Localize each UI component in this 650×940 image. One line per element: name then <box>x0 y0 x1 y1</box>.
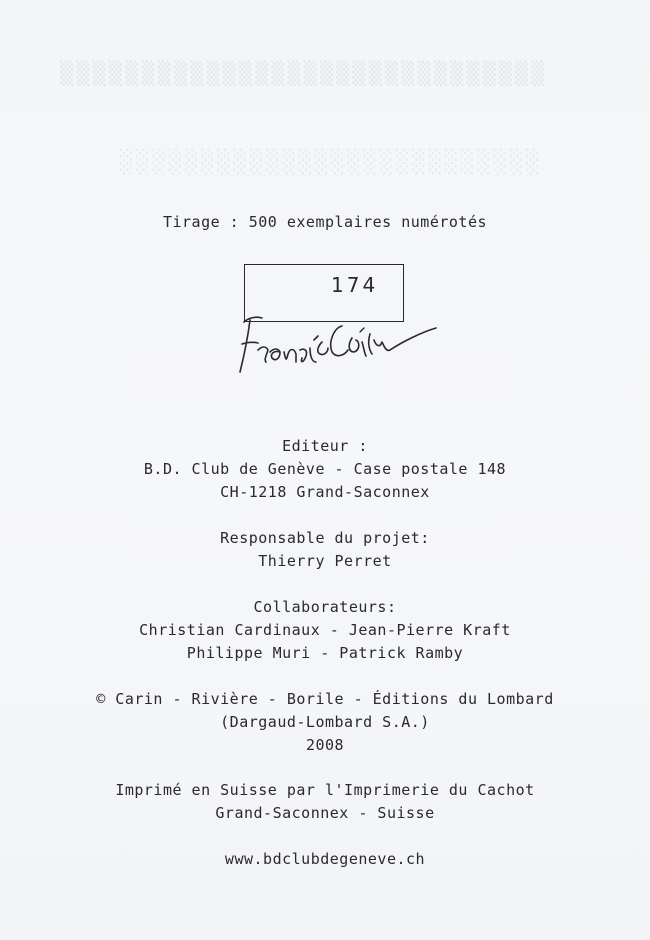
project-manager-name: Thierry Perret <box>258 552 392 570</box>
publisher-address: B.D. Club de Genève - Case postale 148 <box>143 460 507 478</box>
copyright-line: © Carin - Rivière - Borile - Éditions du Lombard <box>96 690 554 708</box>
copyright-year: 2008 <box>305 736 345 754</box>
collaborators-line-2: Philippe Muri - Patrick Ramby <box>186 644 464 662</box>
copyright-company: (Dargaud-Lombard S.A.) <box>220 713 430 731</box>
printer-location: Grand-Saconnex - Suisse <box>215 804 435 822</box>
project-manager-heading: Responsable du projet: <box>220 529 430 547</box>
collaborators-line-1: Christian Cardinaux - Jean-Pierre Kraft <box>139 621 511 639</box>
author-signature <box>236 312 441 382</box>
printer-statement: Imprimé en Suisse par l'Imprimerie du Cachot <box>115 781 535 799</box>
show-through-texture: ░░░░░░░░░░░░░░░░░░░░░░░░░░ <box>120 150 543 175</box>
show-through-texture: ▒▒▒▒▒▒▒▒▒▒▒▒▒▒▒▒▒▒▒▒▒▒▒▒▒▒▒▒▒▒ <box>60 62 548 87</box>
copy-number: 174 <box>331 273 379 297</box>
publisher-postal-code: CH-1218 Grand-Saconnex <box>220 483 430 501</box>
collaborators-heading: Collaborateurs: <box>253 598 397 616</box>
website-url: www.bdclubdegeneve.ch <box>224 850 426 868</box>
publisher-heading: Editeur : <box>282 437 368 455</box>
print-run-statement: Tirage : 500 exemplaires numérotés <box>162 213 488 231</box>
